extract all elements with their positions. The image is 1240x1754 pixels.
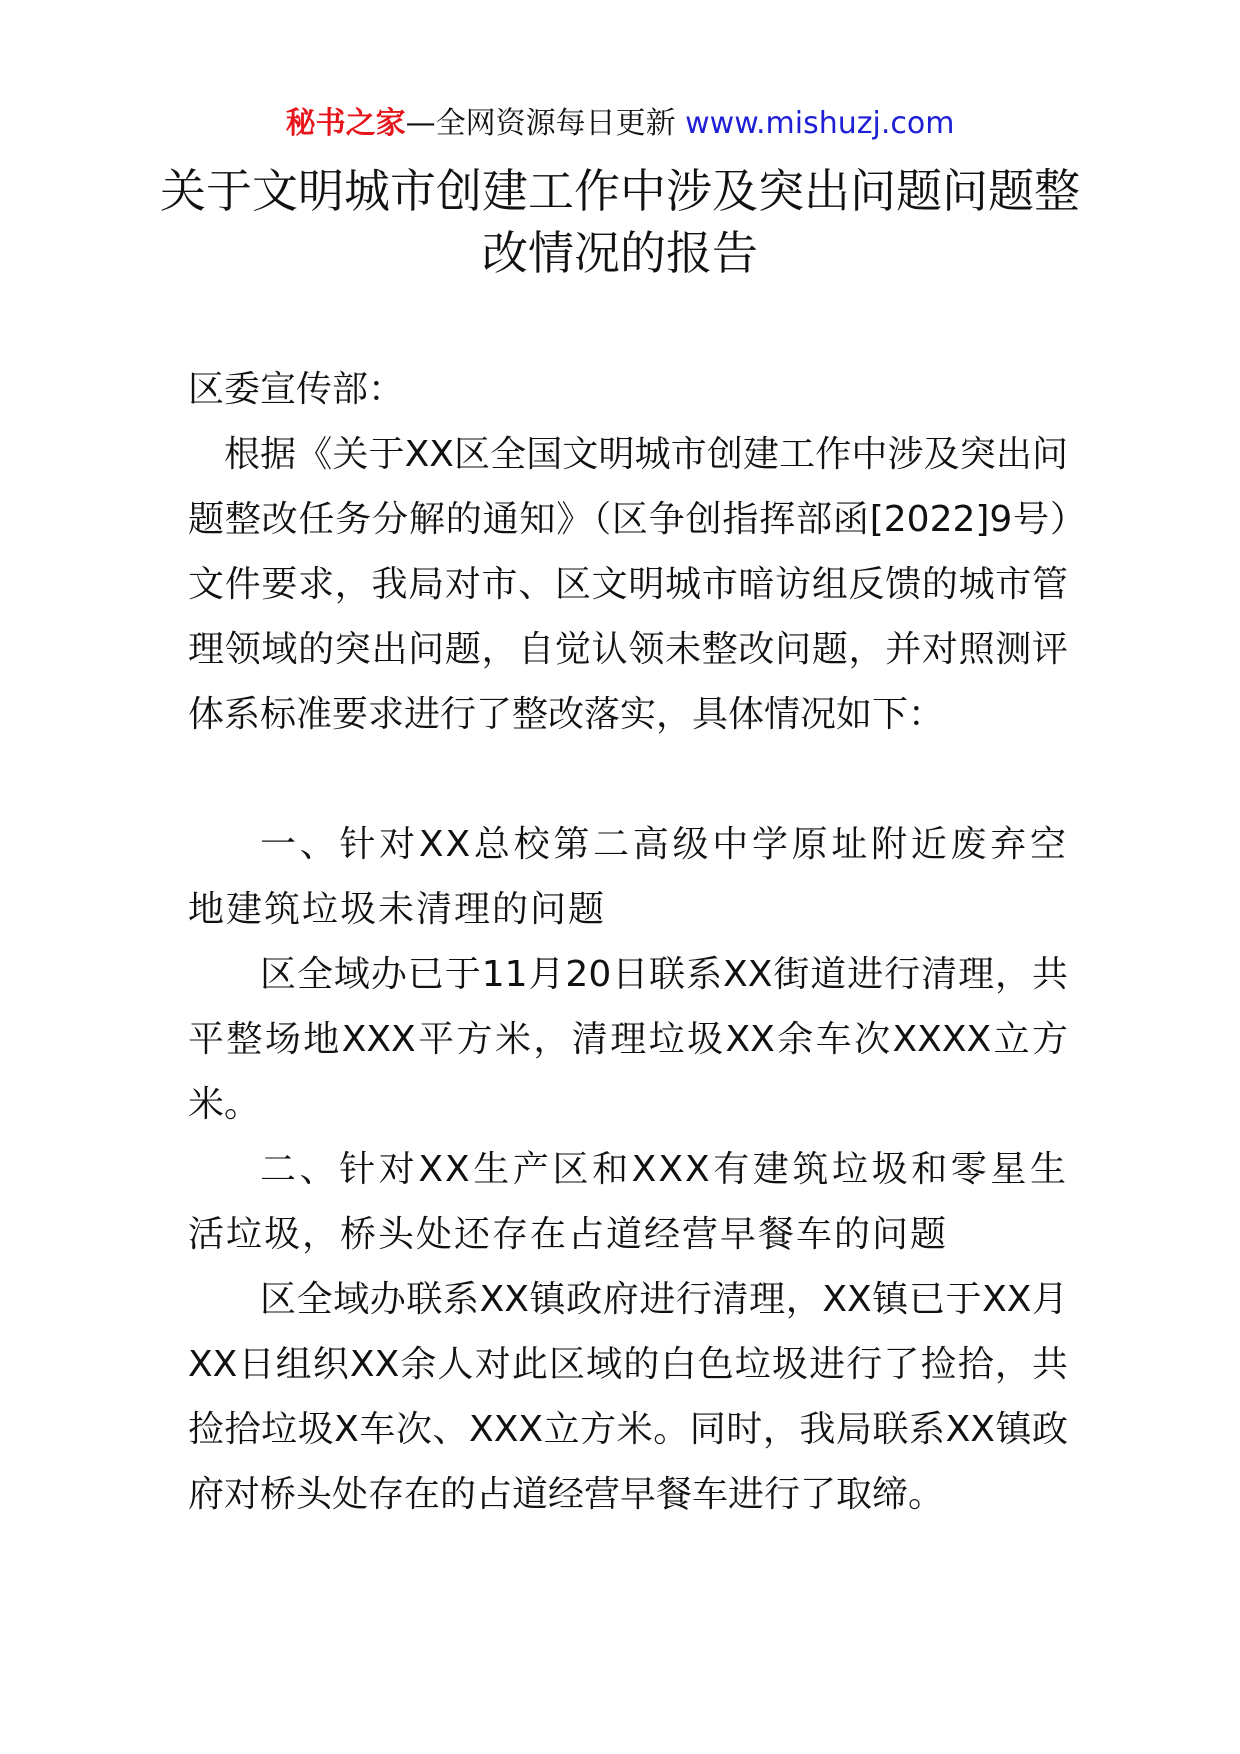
paragraph-section-1: 区全域办已于11月20日联系XX街道进行清理，共平整场地XXX平方米，清理垃圾XX余车次XXXX立方米。 [188, 954, 1068, 1125]
header-tagline: —全网资源每日更新 [405, 106, 676, 141]
brand-name: 秘书之家 [285, 106, 406, 141]
header-url[interactable]: www.mishuzj.com [685, 106, 955, 141]
source-header [0, 104, 1240, 144]
paragraph-section-2: 区全域办联系XX镇政府进行清理，XX镇已于XX月XX日组织XX余人对此区域的白色垃圾进行了捡拾，共捡拾垃圾X车次、XXX立方米。同时，我局联系XX镇政府对桥头处存在的占道经营早餐车进行了取缔。 [188, 1279, 1068, 1515]
section-heading-1: 一、针对XX总校第二高级中学原址附近废弃空地建筑垃圾未清理的问题 [188, 824, 1068, 930]
document-title: 关于文明城市创建工作中涉及突出问题问题整改情况的报告 [160, 164, 1080, 280]
section-heading-2: 二、针对XX生产区和XXX有建筑垃圾和零星生活垃圾，桥头处还存在占道经营早餐车的问题 [188, 1149, 1068, 1255]
salutation: 区委宣传部： [188, 369, 405, 410]
paragraph-intro: 根据《关于XX区全国文明城市创建工作中涉及突出问题整改任务分解的通知》（区争创指挥部函[2022]9号）文件要求，我局对市、区文明城市暗访组反馈的城市管理领域的突出问题，自觉认领未整改问题，并对照测评体系标准要求进行了整改落实，具体情况如下： [188, 434, 1068, 735]
